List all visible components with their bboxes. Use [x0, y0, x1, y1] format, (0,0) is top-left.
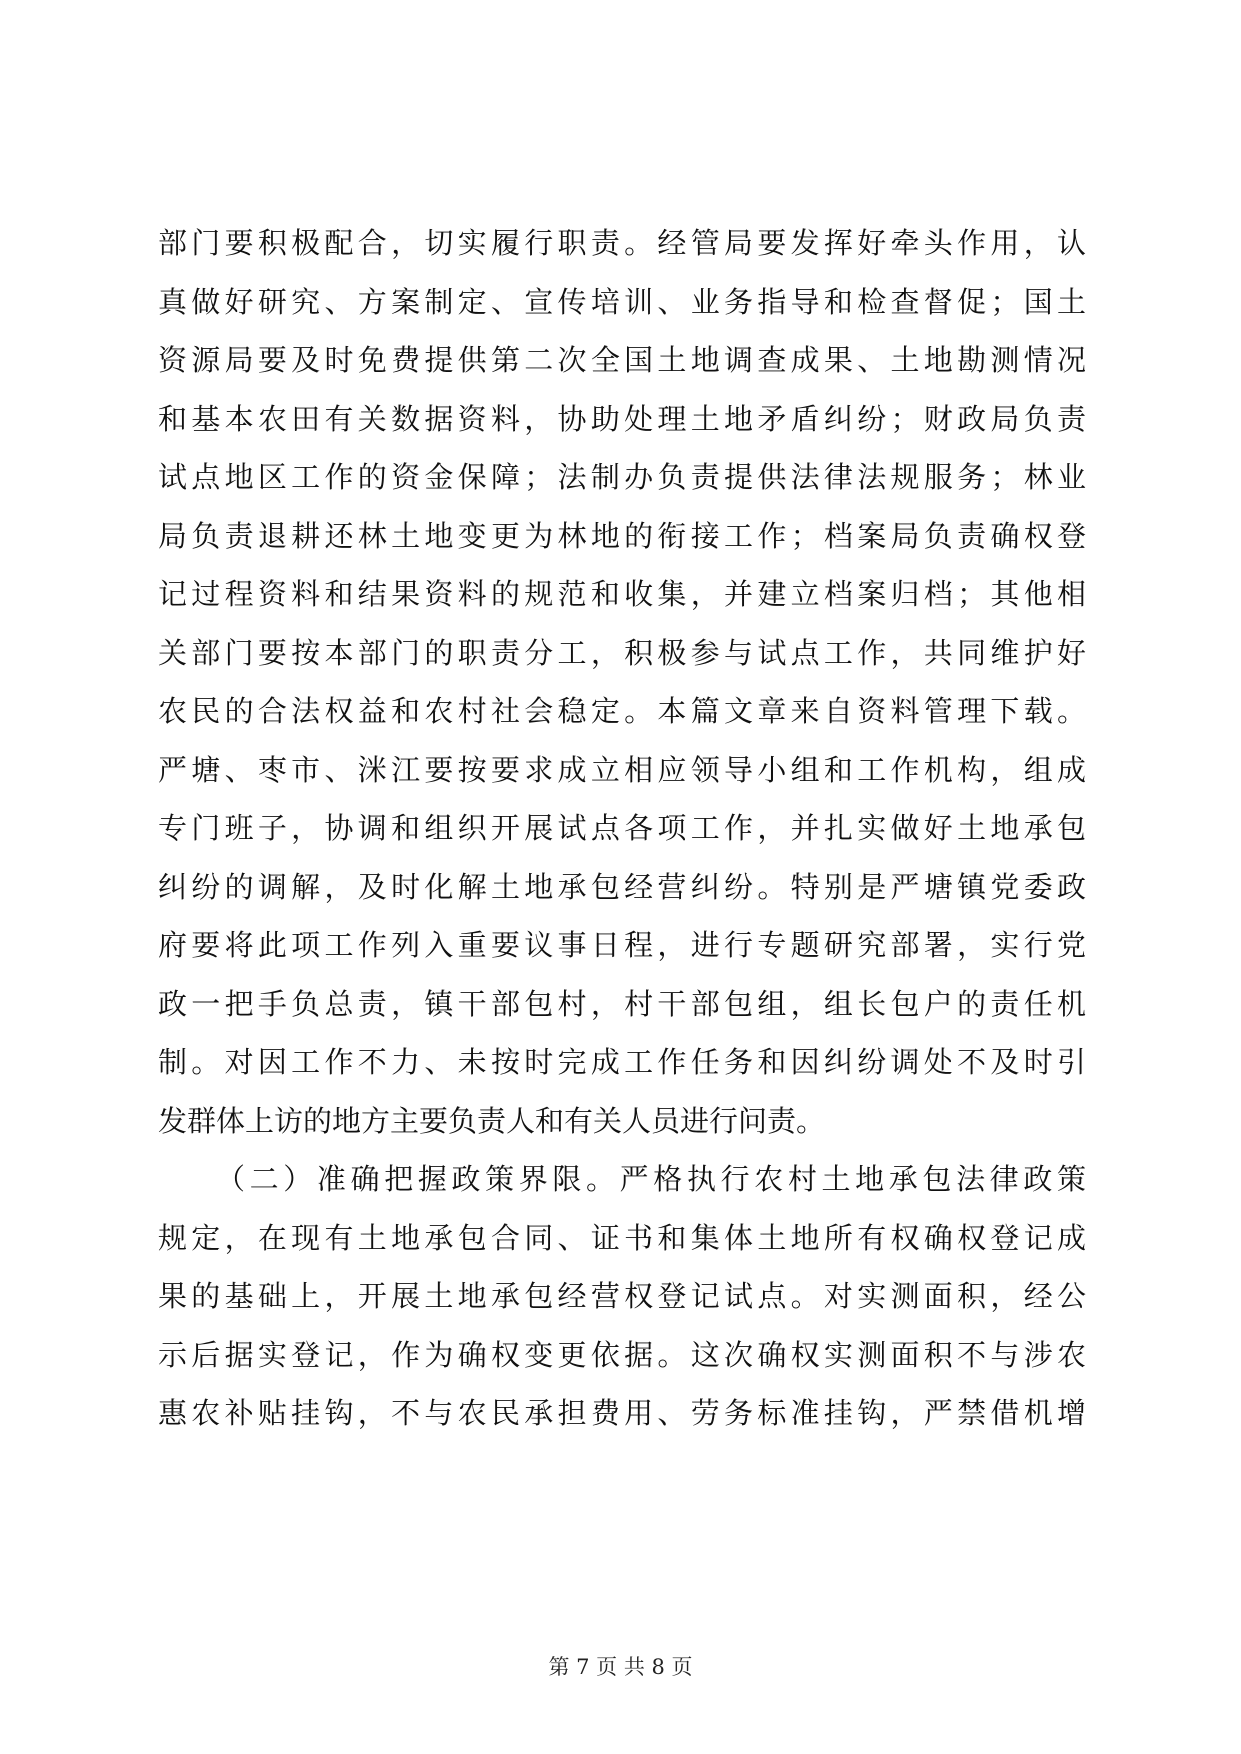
text-line: 资源局要及时免费提供第二次全国土地调查成果、土地勘测情况: [158, 343, 1086, 377]
page-number-label: 第 7 页 共 8 页: [548, 1655, 693, 1679]
text-line: 农民的合法权益和农村社会稳定。本篇文章来自资料管理下载。: [158, 694, 1086, 728]
text-line: 局负责退耕还林土地变更为林地的衔接工作；档案局负责确权登: [158, 518, 1086, 553]
text-line: 和基本农田有关数据资料，协助处理土地矛盾纠纷；财政局负责: [158, 401, 1086, 436]
text-line: （二）准确把握政策界限。严格执行农村土地承包法律政策: [216, 1162, 1086, 1196]
text-line: 发群体上访的地方主要负责人和有关人员进行问责。: [158, 1103, 826, 1138]
page-footer: [0, 1655, 1241, 1679]
text-line: 记过程资料和结果资料的规范和收集，并建立档案归档；其他相: [158, 577, 1086, 611]
text-line: 专门班子，协调和组织开展试点各项工作，并扎实做好土地承包: [158, 811, 1086, 845]
text-line: 制。对因工作不力、未按时完成工作任务和因纠纷调处不及时引: [158, 1045, 1086, 1079]
text-line: 规定，在现有土地承包合同、证书和集体土地所有权确权登记成: [158, 1220, 1086, 1255]
text-line: 关部门要按本部门的职责分工，积极参与试点工作，共同维护好: [158, 635, 1086, 670]
text-line: 惠农补贴挂钩，不与农民承担费用、劳务标准挂钩，严禁借机增: [158, 1396, 1086, 1430]
text-line: 纠纷的调解，及时化解土地承包经营纠纷。特别是严塘镇党委政: [158, 869, 1086, 904]
text-line: 果的基础上，开展土地承包经营权登记试点。对实测面积，经公: [158, 1279, 1086, 1313]
text-line: 部门要积极配合，切实履行职责。经管局要发挥好牵头作用，认: [158, 226, 1086, 260]
text-line: 试点地区工作的资金保障；法制办负责提供法律法规服务；林业: [158, 460, 1086, 494]
text-line: 严塘、枣市、洣江要按要求成立相应领导小组和工作机构，组成: [158, 752, 1086, 787]
text-line: 真做好研究、方案制定、宣传培训、业务指导和检查督促；国土: [158, 284, 1086, 319]
text-line: 示后据实登记，作为确权变更依据。这次确权实测面积不与涉农: [158, 1337, 1086, 1372]
text-line: 府要将此项工作列入重要议事日程，进行专题研究部署，实行党: [158, 928, 1086, 962]
text-line: 政一把手负总责，镇干部包村，村干部包组，组长包户的责任机: [158, 986, 1086, 1021]
body-text: [158, 226, 1086, 1455]
